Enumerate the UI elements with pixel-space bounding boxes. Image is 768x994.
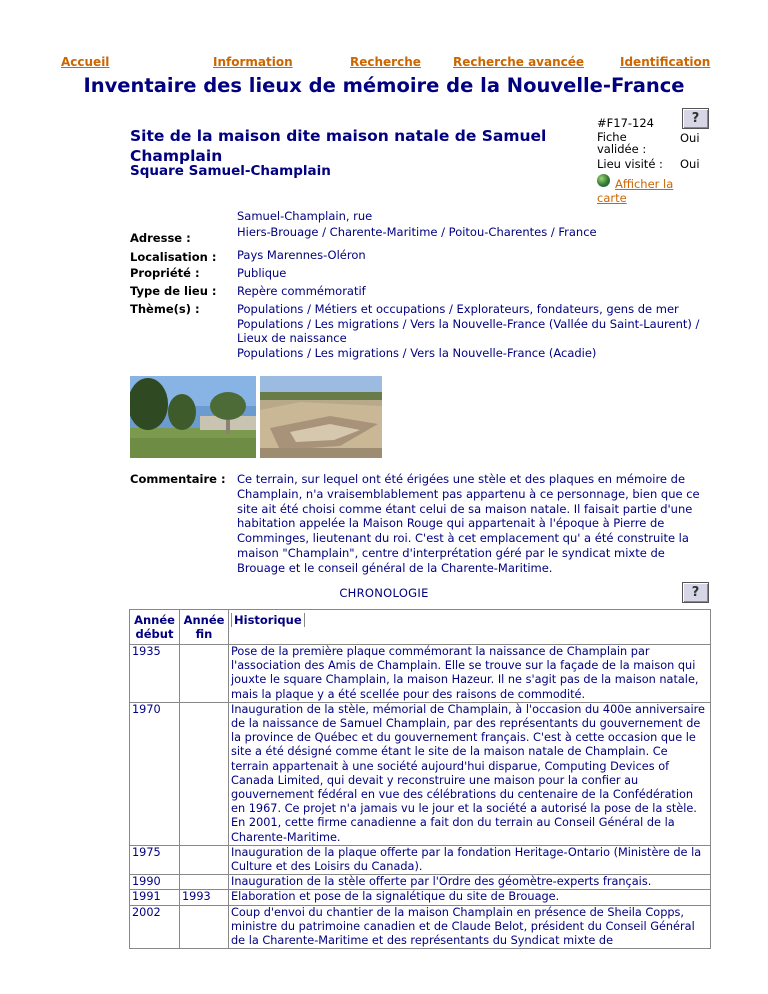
property-label: Propriété : [130, 266, 200, 280]
comment-text: Ce terrain, sur lequel ont été érigées une stèle et des plaques en mémoire de Champlain, n'a vraisemblablement pas appartenu à ce personnage, bien que ce site ait été choisi comme étant celui de sa maison natale. Il faisait partie d'une habitation appelée la Maison Rouge qui appartenait à l'époque à Pierre de Comminges, lieutenant du roi. C'est à cet emplacement qu' a été construite la maison "Champlain", centre d'interprétation géré par le syndicat mixte de Brouage et le conseil général de la Charente-Maritime. [237, 472, 700, 575]
nav-link-search[interactable]: Recherche [350, 55, 421, 69]
site-title: Site de la maison dite maison natale de Samuel Champlain [130, 127, 547, 165]
chronology-table [129, 609, 711, 949]
cell-history: Inauguration de la stèle, mémorial de Champlain, à l'occasion du 400e anniversaire de la naissance de Samuel Champlain, par des représentants du gouvernement de la province de Québec et du gouvernement français. C'est à cette occasion que le site a été désigné comme étant le site de la maison natale de Champlain. Ce terrain appartenait à une société aujourd'hui disparue, Computing Devices of Canada Limited, qui devait y reconstruire une maison pour la confier au gouvernement fédéral en vue des célébrations du centenaire de la Confédération en 1967. Ce projet n'a jamais vu le jour et la société a autorisé la pose de la stèle. En 2001, cette firme canadienne a fait don du terrain au Conseil Général de la Charente-Maritime. [229, 702, 711, 845]
table-row [130, 702, 711, 845]
cell-start-year: 1991 [130, 890, 180, 905]
cell-history: Pose de la première plaque commémorant la naissance de Champlain par l'association des Amis de Champlain. Elle se trouve sur la façade de la maison qui jouxte le square Champlain, la maison Hazeur. Il ne s'agit pas de la maison natale, mais la plaque y a été scellée pour des raisons de commodité. [229, 645, 711, 703]
place-type-value: Repère commémoratif [237, 284, 366, 298]
theme-item: Populations / Les migrations / Vers la Nouvelle-France (Acadie) [237, 345, 597, 360]
address-line2: Hiers-Brouage / Charente-Maritime / Poitou-Charentes / France [237, 225, 597, 239]
cell-start-year: 1970 [130, 702, 180, 845]
top-navigation [0, 55, 768, 71]
chronology-help-icon[interactable]: ? [682, 582, 709, 603]
column-header-start-year: Année début [130, 610, 180, 645]
validated-value: Oui [680, 131, 700, 145]
address-line1: Samuel-Champlain, rue [237, 209, 373, 223]
nav-link-advanced-search[interactable]: Recherche avancée [453, 55, 585, 69]
cell-end-year [180, 905, 229, 949]
show-map-link[interactable]: Afficher la carte [597, 177, 674, 205]
table-header-row [130, 610, 711, 645]
chronology-title: CHRONOLOGIE [339, 586, 429, 600]
themes-list [237, 302, 712, 360]
site-photo-1[interactable] [130, 376, 256, 458]
cell-end-year [180, 875, 229, 890]
table-row [130, 645, 711, 703]
validated-label: Fiche validée : [597, 130, 647, 156]
place-type-label: Type de lieu : [130, 284, 217, 298]
site-subtitle: Square Samuel-Champlain [130, 163, 331, 179]
visited-value: Oui [680, 157, 700, 171]
page-title: Inventaire des lieux de mémoire de la Nouvelle-France [83, 74, 685, 97]
theme-item: Populations / Les migrations / Vers la Nouvelle-France (Vallée du Saint-Laurent) / Lieux de naissance [237, 316, 700, 345]
cell-history: Elaboration et pose de la signalétique du site de Brouage. [229, 890, 711, 905]
table-row [130, 845, 711, 874]
cell-history: Inauguration de la stèle offerte par l'Ordre des géomètre-experts français. [229, 875, 711, 890]
cell-start-year: 1975 [130, 845, 180, 874]
cell-history: Coup d'envoi du chantier de la maison Champlain en présence de Sheila Copps, ministre du patrimoine canadien et de Claude Belot, président du Conseil Général de la Charente-Maritime et des représentants du Syndicat mixte de [229, 905, 711, 949]
cell-end-year: 1993 [180, 890, 229, 905]
nav-link-identification[interactable]: Identification [620, 55, 711, 69]
theme-item: Populations / Métiers et occupations / Explorateurs, fondateurs, gens de mer [237, 302, 679, 316]
nav-link-information[interactable]: Information [213, 55, 293, 69]
cell-history: Inauguration de la plaque offerte par la fondation Heritage-Ontario (Ministère de la Culture et des Loisirs du Canada). [229, 845, 711, 874]
nav-link-home[interactable]: Accueil [61, 55, 110, 69]
table-row [130, 905, 711, 949]
visited-label: Lieu visité : [597, 157, 663, 171]
themes-label: Thème(s) : [130, 302, 200, 316]
location-value: Pays Marennes-Oléron [237, 248, 366, 262]
table-row [130, 890, 711, 905]
cell-end-year [180, 845, 229, 874]
column-header-end-year: Année fin [180, 610, 229, 645]
table-row [130, 875, 711, 890]
site-photo-2[interactable] [260, 376, 382, 458]
location-label: Localisation : [130, 250, 217, 264]
column-header-history [229, 610, 711, 645]
help-icon[interactable]: ? [682, 108, 709, 129]
cell-start-year: 2002 [130, 905, 180, 949]
cell-start-year: 1935 [130, 645, 180, 703]
record-id: #F17-124 [597, 116, 654, 130]
cell-end-year [180, 645, 229, 703]
cell-end-year [180, 702, 229, 845]
history-header-label: Historique [231, 613, 305, 627]
address-label: Adresse : [130, 231, 191, 245]
comment-label: Commentaire : [130, 472, 226, 486]
cell-start-year: 1990 [130, 875, 180, 890]
property-value: Publique [237, 266, 287, 280]
